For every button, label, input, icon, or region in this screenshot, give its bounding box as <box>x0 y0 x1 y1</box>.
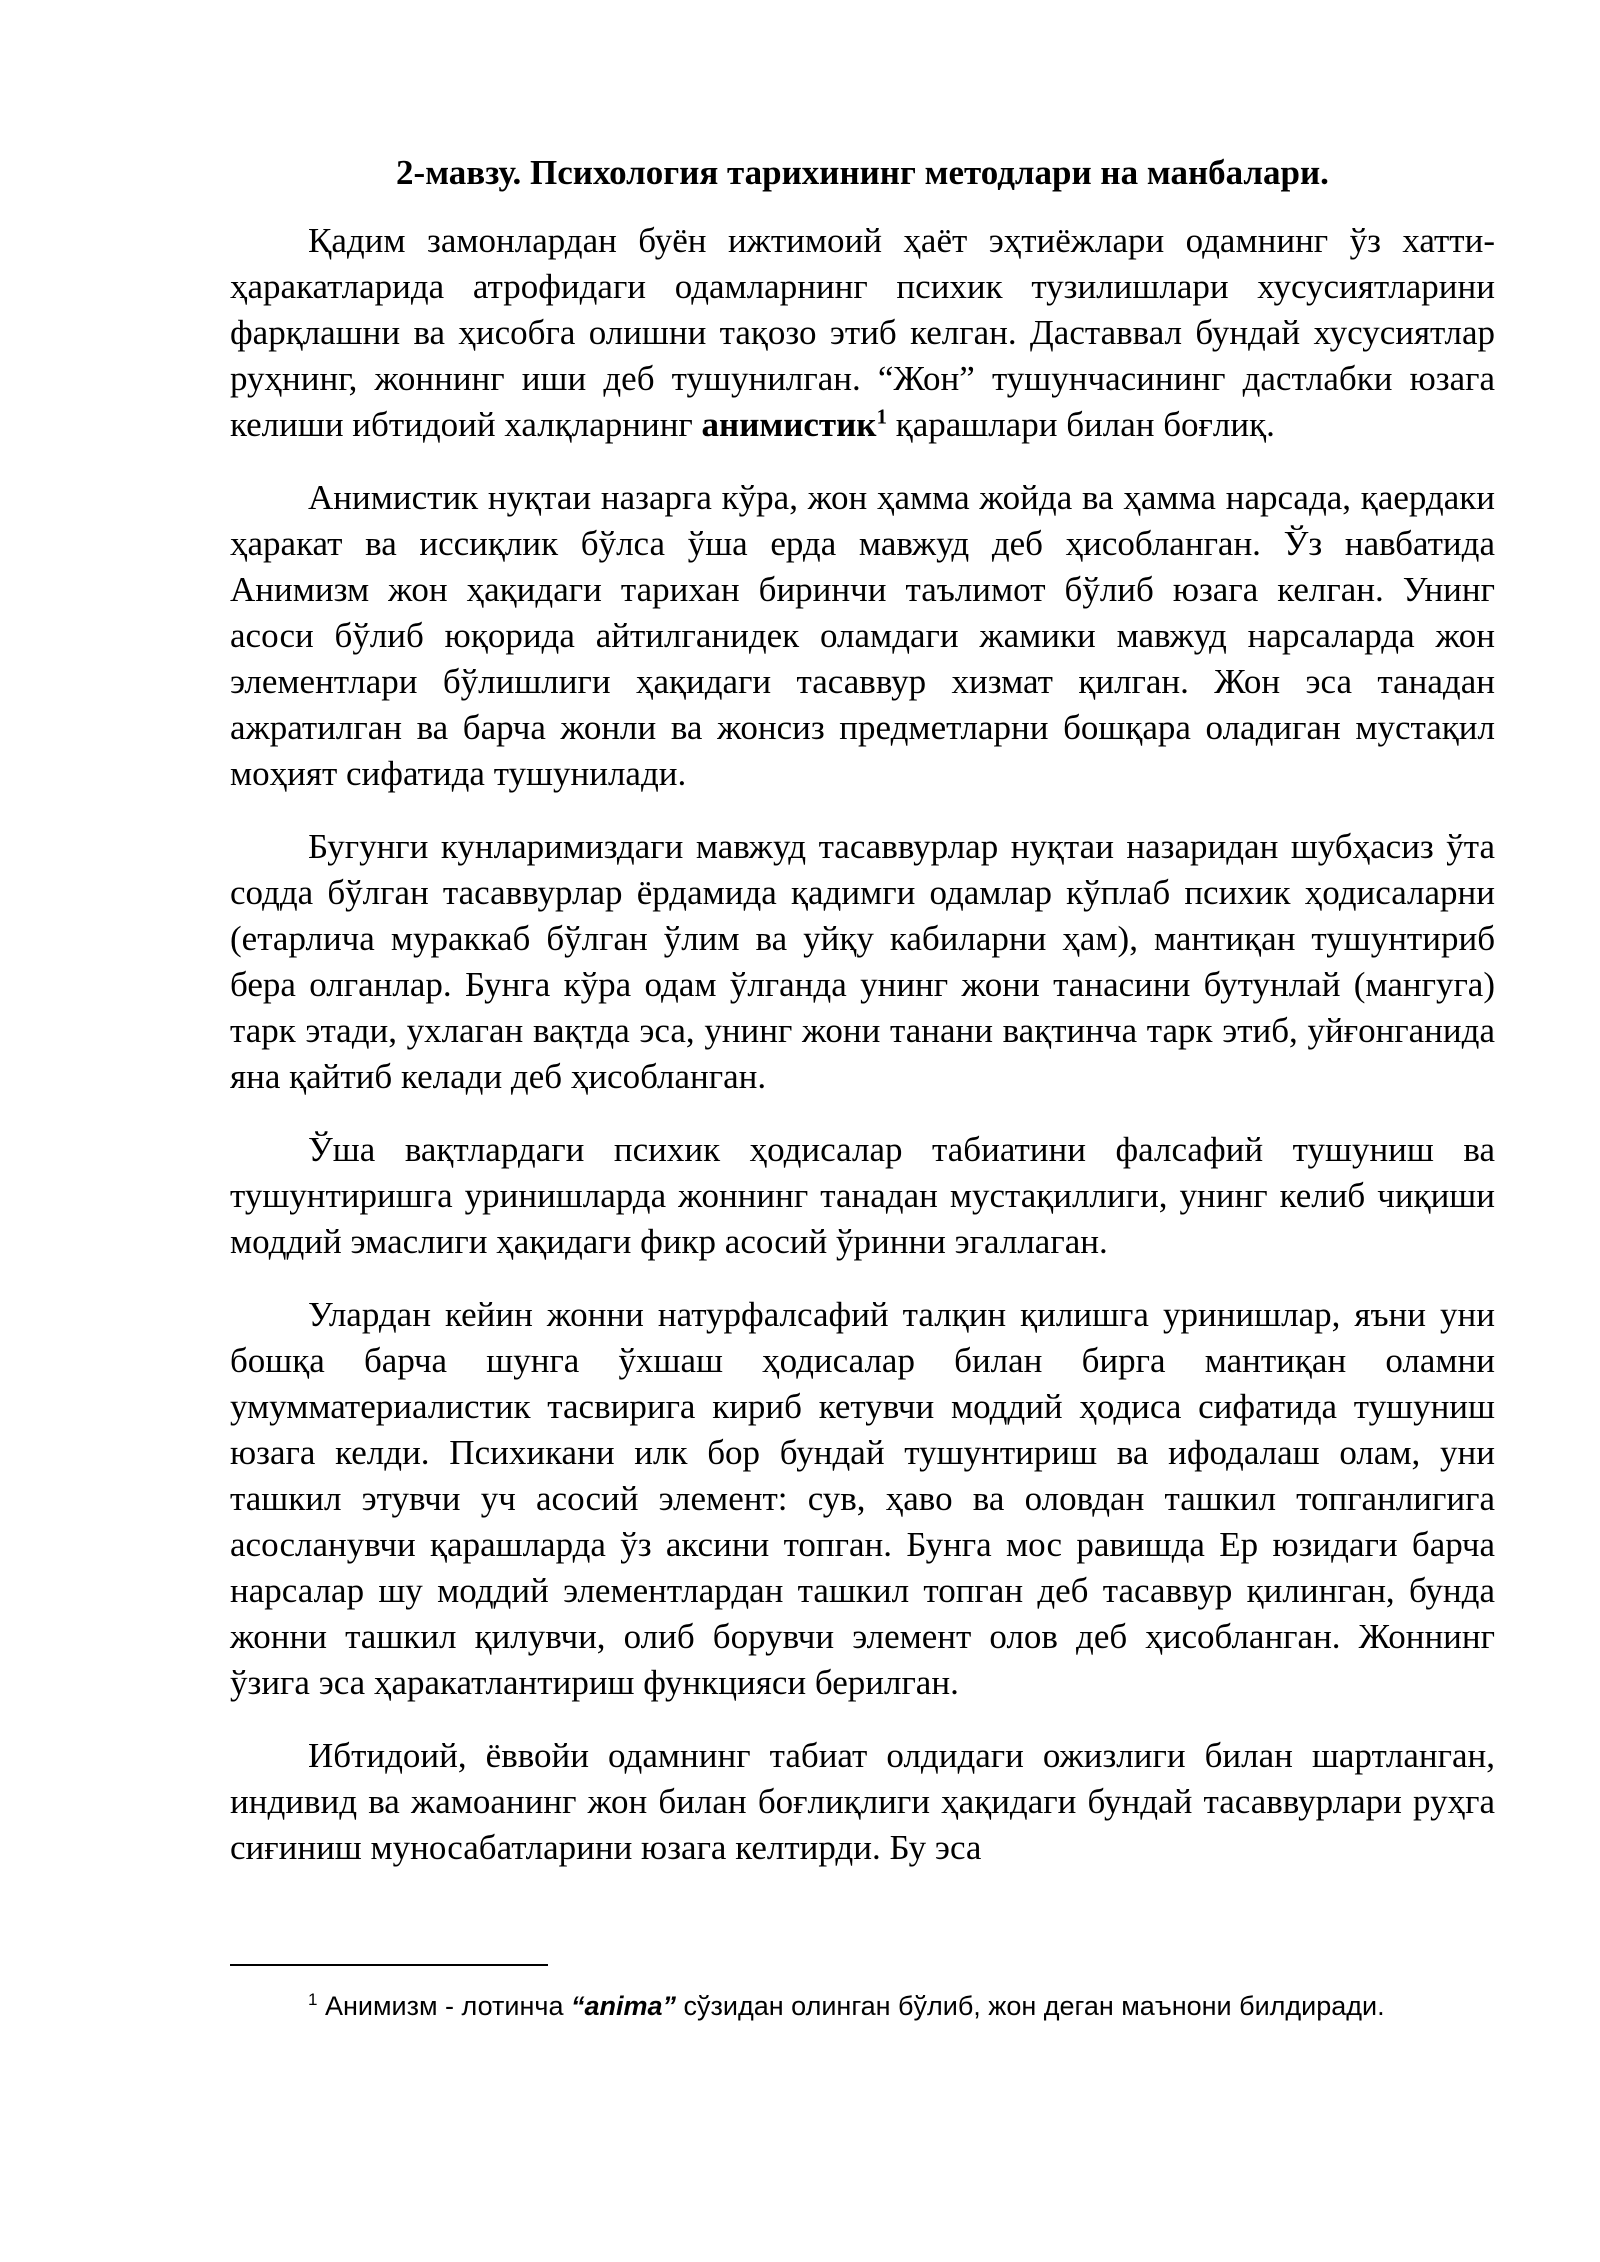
footnote-latin-term: “anima” <box>570 1991 677 2021</box>
paragraph-1-text: Қадим замонлардан буён ижтимоий ҳаёт эҳтиёжлари одамнинг ўз хатти-ҳаракатларида атрофидаги одамларнинг психик тузилишлари хусусиятларини фарқлашни ва ҳисобга олишни тақозо этиб келган. Даставвал бундай хусусиятлар руҳнинг, жоннинг иши деб тушунилган. “Жон” тушунчасининг дастлабки юзага келиши ибтидоий халқларнинг <box>230 221 1495 444</box>
term-animistik: анимистик <box>701 405 877 444</box>
footnote-number: 1 <box>308 1990 318 2009</box>
paragraph-3: Бугунги кунларимиздаги мавжуд тасаввурлар нуқтаи назаридан шубҳасиз ўта содда бўлган тасаввурлар ёрдамида қадимги одамлар кўплаб психик ҳодисаларни (етарлича мураккаб бўлган ўлим ва уйқу кабиларни ҳам), мантиқан тушунтириб бера олганлар. Бунга кўра одам ўлганда унинг жони танасини бутунлай (мангуга) тарк этади, ухлаган вақтда эса, унинг жони танани вақтинча тарк этиб, уйғонганида яна қайтиб келади деб ҳисобланган. <box>230 827 1495 1096</box>
footnote-text: Анимизм - лотинча <box>317 1991 571 2021</box>
paragraph-1 <box>230 218 1495 448</box>
document-body <box>230 150 1495 1871</box>
footnote <box>230 1985 1495 2027</box>
paragraph-4: Ўша вақтлардаги психик ҳодисалар табиатини фалсафий тушуниш ва тушунтиришга уринишларда жоннинг танадан мустақиллиги, унинг келиб чиқиши моддий эмаслиги ҳақидаги фикр асосий ўринни эгаллаган. <box>230 1130 1495 1261</box>
paragraph-2: Анимистик нуқтаи назарга кўра, жон ҳамма жойда ва ҳамма нарсада, қаердаки ҳаракат ва иссиқлик бўлса ўша ерда мавжуд деб ҳисобланган. Ўз навбатида Анимизм жон ҳақидаги тарихан биринчи таълимот бўлиб юзага келган. Унинг асоси бўлиб юқорида айтилганидек оламдаги жамики мавжуд нарсаларда жон элементлари бўлишлиги ҳақидаги тасаввур хизмат қилган. Жон эса танадан ажратилган ва барча жонли ва жонсиз предметларни бошқара оладиган мустақил моҳият сифатида тушунилади. <box>230 478 1495 793</box>
paragraph-5: Улардан кейин жонни натурфалсафий талқин қилишга уринишлар, яъни уни бошқа барча шунга ўхшаш ҳодисалар билан бирга мантиқан оламни умумматериалистик тасвирига кириб кетувчи моддий ҳодиса сифатида тушуниш юзага келди. Психикани илк бор бундай тушунтириш ва ифодалаш олам, уни ташкил этувчи уч асосий элемент: сув, ҳаво ва оловдан ташкил топганлигига асосланувчи қарашларда ўз аксини топган. Бунга мос равишда Ер юзидаги барча нарсалар шу моддий элементлардан ташкил топган деб тасаввур қилинган, бунда жонни ташкил қилувчи, олиб борувчи элемент олов деб ҳисобланган. Жоннинг ўзига эса ҳаракатлантириш функцияси берилган. <box>230 1295 1495 1702</box>
paragraph-1-text-end: қарашлари билан боғлиқ. <box>886 405 1275 444</box>
footnote-reference[interactable]: 1 <box>876 404 887 429</box>
paragraph-6: Ибтидоий, ёввойи одамнинг табиат олдидаги ожизлиги билан шартланган, индивид ва жамоанинг жон билан боғлиқлиги ҳақидаги бундай тасаввурлари руҳга сиғиниш муносабатларини юзага келтирди. Бу эса <box>230 1736 1495 1867</box>
page-title: 2-мавзу. Психология тарихининг методлари на манбалари. <box>396 153 1329 192</box>
footnote-separator <box>230 1964 548 1966</box>
footnote-text-end: сўзидан олинган бўлиб, жон деган маънони билдиради. <box>676 1991 1385 2021</box>
